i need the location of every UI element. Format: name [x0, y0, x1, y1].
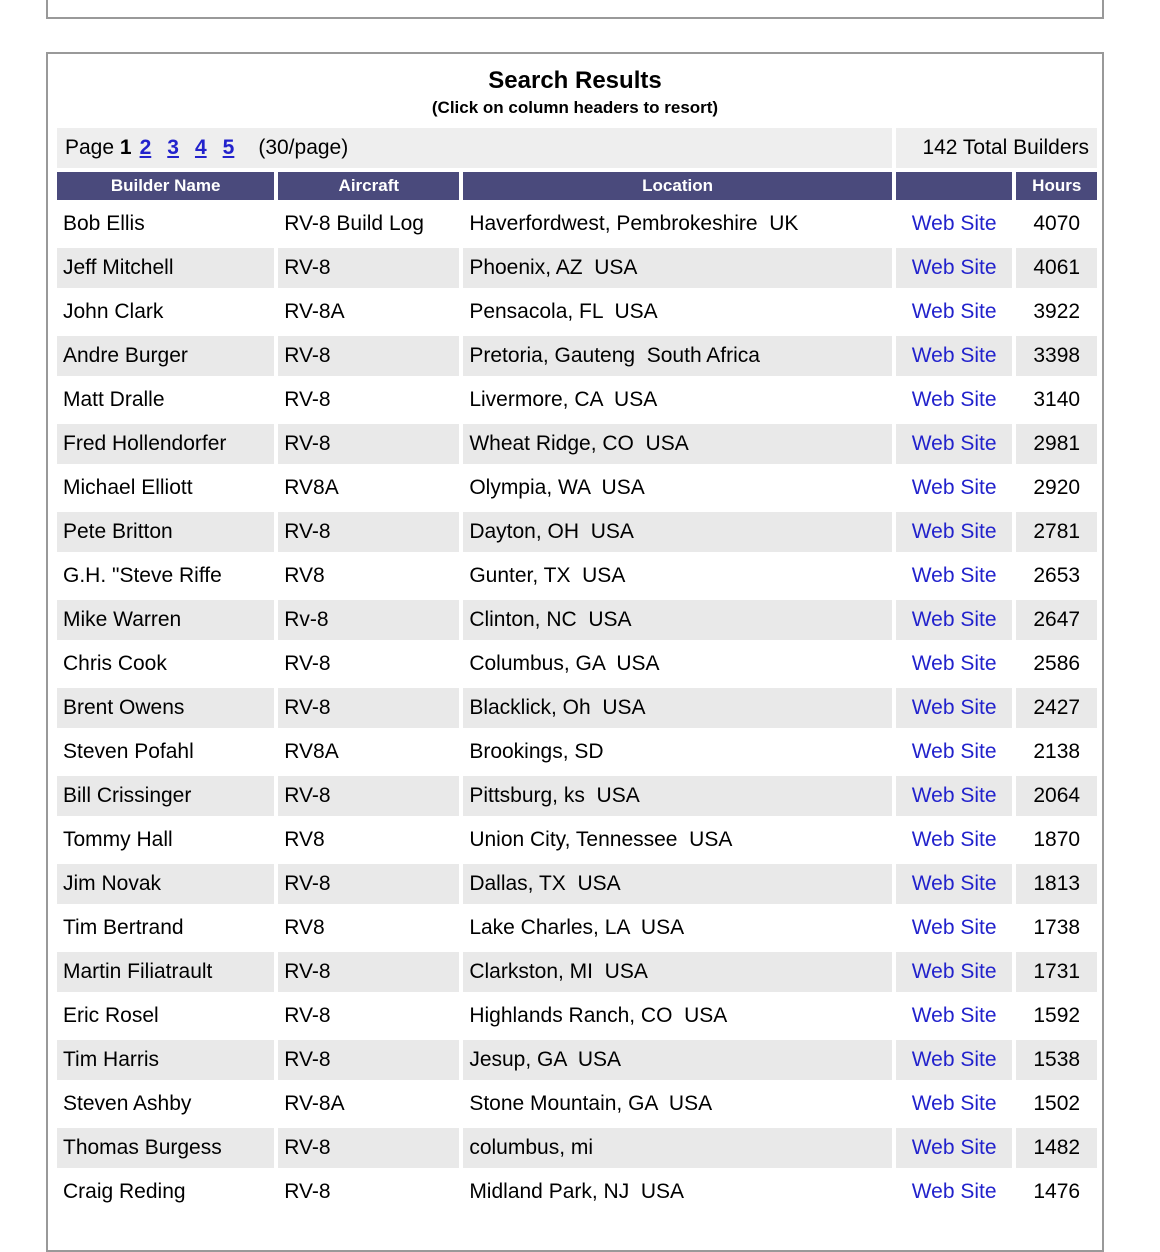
aircraft-cell: RV-8A	[278, 292, 459, 332]
hours-cell: 2586	[1016, 644, 1097, 684]
aircraft-cell: RV-8	[278, 380, 459, 420]
table-row	[57, 1128, 1097, 1168]
web-site-link[interactable]: Web Site	[911, 388, 997, 411]
aircraft-cell: Rv-8	[278, 600, 459, 640]
location-cell: Midland Park, NJ USA	[463, 1172, 892, 1212]
aircraft-cell: RV-8	[278, 1040, 459, 1080]
website-cell	[896, 600, 1013, 640]
table-row	[57, 952, 1097, 992]
website-cell	[896, 820, 1013, 860]
column-header-location[interactable]: Location	[463, 172, 892, 200]
web-site-link[interactable]: Web Site	[911, 1180, 997, 1203]
website-cell	[896, 292, 1013, 332]
builder-name-cell: Jeff Mitchell	[57, 248, 274, 288]
table-row	[57, 996, 1097, 1036]
builder-name-cell: Michael Elliott	[57, 468, 274, 508]
builder-name-cell: Fred Hollendorfer	[57, 424, 274, 464]
table-row	[57, 644, 1097, 684]
website-cell	[896, 688, 1013, 728]
table-row	[57, 204, 1097, 244]
web-site-link[interactable]: Web Site	[911, 256, 997, 279]
search-results-panel	[46, 52, 1104, 1252]
website-cell	[896, 776, 1013, 816]
hours-cell: 2920	[1016, 468, 1097, 508]
aircraft-cell: RV-8	[278, 952, 459, 992]
table-row	[57, 1084, 1097, 1124]
hours-cell: 3140	[1016, 380, 1097, 420]
table-row	[57, 776, 1097, 816]
web-site-link[interactable]: Web Site	[911, 740, 997, 763]
hours-cell: 1813	[1016, 864, 1097, 904]
table-row	[57, 424, 1097, 464]
hours-cell: 2653	[1016, 556, 1097, 596]
hours-cell: 2427	[1016, 688, 1097, 728]
location-cell: Dallas, TX USA	[463, 864, 892, 904]
builder-name-cell: Pete Britton	[57, 512, 274, 552]
builder-name-cell: Bob Ellis	[57, 204, 274, 244]
pagination-bar	[57, 128, 892, 168]
web-site-link[interactable]: Web Site	[911, 608, 997, 631]
table-row	[57, 1172, 1097, 1212]
aircraft-cell: RV-8	[278, 336, 459, 376]
top-panel	[46, 0, 1104, 19]
table-header-row	[57, 172, 1097, 200]
aircraft-cell: RV-8	[278, 1172, 459, 1212]
aircraft-cell: RV8	[278, 908, 459, 948]
web-site-link[interactable]: Web Site	[911, 784, 997, 807]
website-cell	[896, 644, 1013, 684]
total-builders-label: 142 Total Builders	[896, 128, 1097, 168]
location-cell: Clinton, NC USA	[463, 600, 892, 640]
hours-cell: 2981	[1016, 424, 1097, 464]
website-cell	[896, 556, 1013, 596]
location-cell: Jesup, GA USA	[463, 1040, 892, 1080]
hours-cell: 2064	[1016, 776, 1097, 816]
builder-name-cell: Steven Ashby	[57, 1084, 274, 1124]
web-site-link[interactable]: Web Site	[911, 476, 997, 499]
web-site-link[interactable]: Web Site	[911, 828, 997, 851]
builder-name-cell: Eric Rosel	[57, 996, 274, 1036]
table-row	[57, 864, 1097, 904]
builder-name-cell: Tommy Hall	[57, 820, 274, 860]
hours-cell: 2647	[1016, 600, 1097, 640]
page-link[interactable]: 5	[222, 136, 235, 159]
location-cell: Wheat Ridge, CO USA	[463, 424, 892, 464]
hours-cell: 1476	[1016, 1172, 1097, 1212]
table-row	[57, 336, 1097, 376]
website-cell	[896, 204, 1013, 244]
location-cell: Clarkston, MI USA	[463, 952, 892, 992]
aircraft-cell: RV-8	[278, 776, 459, 816]
hours-cell: 1731	[1016, 952, 1097, 992]
location-cell: Columbus, GA USA	[463, 644, 892, 684]
web-site-link[interactable]: Web Site	[911, 564, 997, 587]
web-site-link[interactable]: Web Site	[911, 872, 997, 895]
web-site-link[interactable]: Web Site	[911, 344, 997, 367]
location-cell: Pretoria, Gauteng South Africa	[463, 336, 892, 376]
column-header-aircraft[interactable]: Aircraft	[278, 172, 459, 200]
builder-name-cell: Steven Pofahl	[57, 732, 274, 772]
table-row	[57, 908, 1097, 948]
web-site-link[interactable]: Web Site	[911, 1048, 997, 1071]
website-cell	[896, 380, 1013, 420]
table-row	[57, 1040, 1097, 1080]
builder-name-cell: Tim Bertrand	[57, 908, 274, 948]
table-row	[57, 556, 1097, 596]
per-page-label: (30/page)	[258, 136, 349, 159]
page-title: Search Results	[488, 67, 662, 94]
builder-name-cell: Tim Harris	[57, 1040, 274, 1080]
website-cell	[896, 512, 1013, 552]
location-cell: Livermore, CA USA	[463, 380, 892, 420]
web-site-link[interactable]: Web Site	[911, 696, 997, 719]
aircraft-cell: RV-8A	[278, 1084, 459, 1124]
page-link[interactable]: 3	[167, 136, 179, 159]
builder-name-cell: Craig Reding	[57, 1172, 274, 1212]
aircraft-cell: RV8A	[278, 468, 459, 508]
website-cell	[896, 864, 1013, 904]
column-header-website	[896, 172, 1013, 200]
location-cell: Olympia, WA USA	[463, 468, 892, 508]
web-site-link[interactable]: Web Site	[911, 916, 997, 939]
hours-cell: 4070	[1016, 204, 1097, 244]
location-cell: Phoenix, AZ USA	[463, 248, 892, 288]
location-cell: Dayton, OH USA	[463, 512, 892, 552]
builder-name-cell: Matt Dralle	[57, 380, 274, 420]
builder-name-cell: Martin Filiatrault	[57, 952, 274, 992]
website-cell	[896, 1084, 1013, 1124]
hours-cell: 1738	[1016, 908, 1097, 948]
table-row	[57, 512, 1097, 552]
aircraft-cell: RV-8	[278, 644, 459, 684]
web-site-link[interactable]: Web Site	[911, 960, 997, 983]
table-row	[57, 380, 1097, 420]
location-cell: columbus, mi	[463, 1128, 892, 1168]
results-table	[53, 124, 1101, 1216]
location-cell: Highlands Ranch, CO USA	[463, 996, 892, 1036]
builder-name-cell: Andre Burger	[57, 336, 274, 376]
column-header-hours[interactable]: Hours	[1016, 172, 1097, 200]
pagination-label: Page	[65, 136, 115, 159]
web-site-link[interactable]: Web Site	[911, 300, 997, 323]
table-row	[57, 248, 1097, 288]
hours-cell: 1502	[1016, 1084, 1097, 1124]
web-site-link[interactable]: Web Site	[911, 652, 997, 675]
aircraft-cell: RV-8	[278, 864, 459, 904]
hours-cell: 3922	[1016, 292, 1097, 332]
location-cell: Blacklick, Oh USA	[463, 688, 892, 728]
website-cell	[896, 996, 1013, 1036]
location-cell: Pittsburg, ks USA	[463, 776, 892, 816]
website-cell	[896, 952, 1013, 992]
builder-name-cell: Brent Owens	[57, 688, 274, 728]
location-cell: Brookings, SD	[463, 732, 892, 772]
hours-cell: 1592	[1016, 996, 1097, 1036]
web-site-link[interactable]: Web Site	[911, 212, 997, 235]
aircraft-cell: RV8	[278, 556, 459, 596]
website-cell	[896, 908, 1013, 948]
table-row	[57, 468, 1097, 508]
web-site-link[interactable]: Web Site	[911, 432, 997, 455]
aircraft-cell: RV8A	[278, 732, 459, 772]
builder-name-cell: Mike Warren	[57, 600, 274, 640]
builder-name-cell: Chris Cook	[57, 644, 274, 684]
builder-name-cell: G.H. "Steve Riffe	[57, 556, 274, 596]
builder-name-cell: Thomas Burgess	[57, 1128, 274, 1168]
page-subtitle: (Click on column headers to resort)	[431, 98, 719, 117]
web-site-link[interactable]: Web Site	[911, 520, 997, 543]
aircraft-cell: RV-8 Build Log	[278, 204, 459, 244]
builder-name-cell: Jim Novak	[57, 864, 274, 904]
web-site-link[interactable]: Web Site	[911, 1136, 997, 1159]
location-cell: Gunter, TX USA	[463, 556, 892, 596]
website-cell	[896, 248, 1013, 288]
table-row	[57, 820, 1097, 860]
website-cell	[896, 336, 1013, 376]
aircraft-cell: RV-8	[278, 248, 459, 288]
location-cell: Lake Charles, LA USA	[463, 908, 892, 948]
hours-cell: 4061	[1016, 248, 1097, 288]
location-cell: Stone Mountain, GA USA	[463, 1084, 892, 1124]
web-site-link[interactable]: Web Site	[911, 1004, 997, 1027]
aircraft-cell: RV-8	[278, 512, 459, 552]
hours-cell: 1482	[1016, 1128, 1097, 1168]
hours-cell: 1870	[1016, 820, 1097, 860]
website-cell	[896, 468, 1013, 508]
hours-cell: 2781	[1016, 512, 1097, 552]
title-block	[53, 54, 1097, 120]
builder-name-cell: John Clark	[57, 292, 274, 332]
hours-cell: 1538	[1016, 1040, 1097, 1080]
page-link[interactable]: 4	[194, 136, 207, 159]
pagination-current-page: 1	[119, 136, 132, 159]
website-cell	[896, 1128, 1013, 1168]
website-cell	[896, 424, 1013, 464]
table-row	[57, 292, 1097, 332]
hours-cell: 2138	[1016, 732, 1097, 772]
website-cell	[896, 1040, 1013, 1080]
aircraft-cell: RV-8	[278, 424, 459, 464]
hours-cell: 3398	[1016, 336, 1097, 376]
aircraft-cell: RV-8	[278, 688, 459, 728]
location-cell: Pensacola, FL USA	[463, 292, 892, 332]
column-header-builder-name[interactable]: Builder Name	[57, 172, 274, 200]
table-row	[57, 688, 1097, 728]
page-link[interactable]: 2	[139, 136, 152, 159]
location-cell: Haverfordwest, Pembrokeshire UK	[463, 204, 892, 244]
location-cell: Union City, Tennessee USA	[463, 820, 892, 860]
web-site-link[interactable]: Web Site	[911, 1092, 997, 1115]
aircraft-cell: RV-8	[278, 996, 459, 1036]
aircraft-cell: RV8	[278, 820, 459, 860]
website-cell	[896, 1172, 1013, 1212]
aircraft-cell: RV-8	[278, 1128, 459, 1168]
website-cell	[896, 732, 1013, 772]
builder-name-cell: Bill Crissinger	[57, 776, 274, 816]
table-row	[57, 600, 1097, 640]
pagination-row	[57, 128, 1097, 168]
table-row	[57, 732, 1097, 772]
